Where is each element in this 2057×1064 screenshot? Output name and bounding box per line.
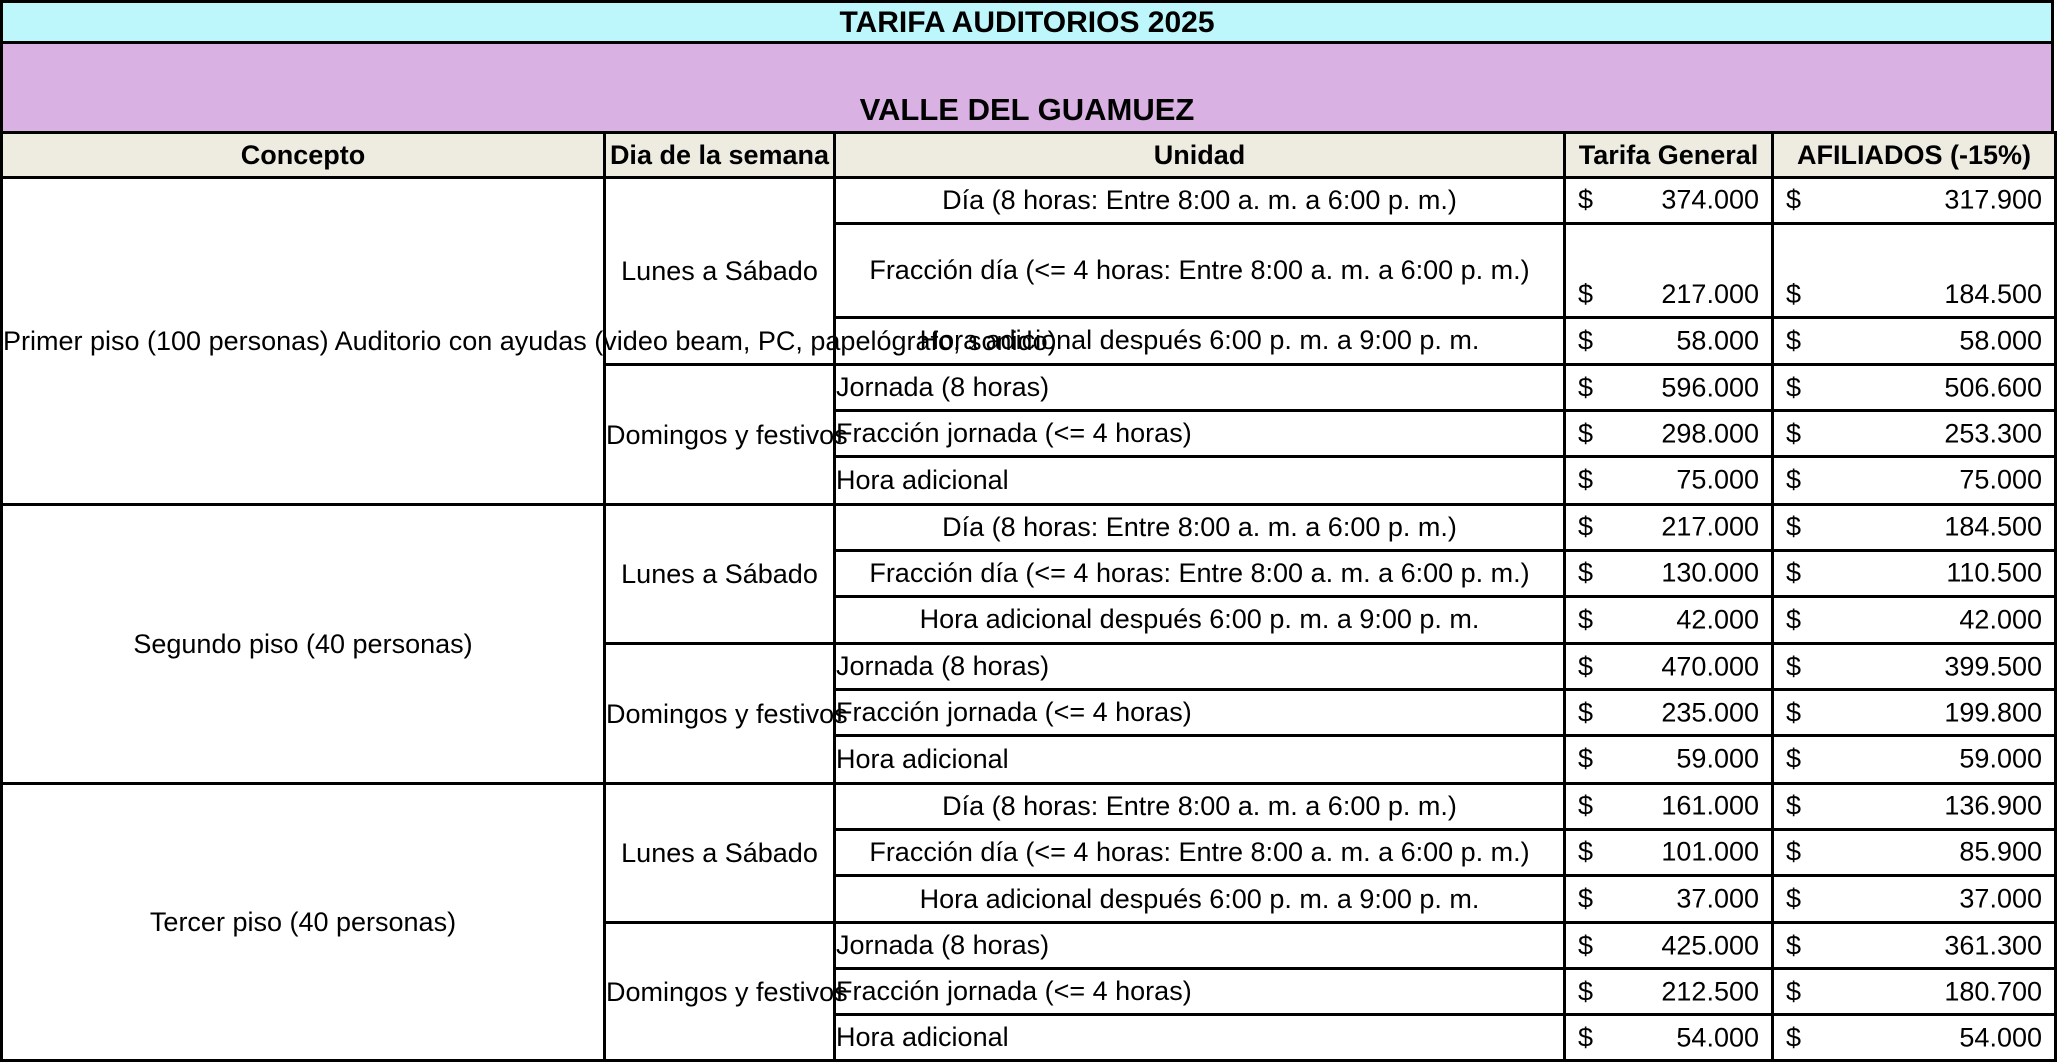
tarifa-general-value: 298.000: [1661, 418, 1759, 449]
currency-symbol: $: [1786, 184, 1802, 215]
concepto-cell: Tercer piso (40 personas): [2, 783, 605, 1060]
tarifa-general-cell: [1565, 783, 1773, 829]
afiliados-value: 199.800: [1944, 697, 2042, 728]
currency-symbol: $: [1578, 836, 1594, 867]
afiliados-value: 253.300: [1944, 418, 2042, 449]
day-weekend-cell: Domingos y festivos: [605, 923, 835, 1061]
tarifa-general-value: 374.000: [1661, 184, 1759, 215]
day-weekday-cell: Lunes a Sábado: [605, 178, 835, 365]
tarifa-general-cell: [1565, 644, 1773, 690]
header-concepto: Concepto: [2, 133, 605, 178]
tarifa-general-value: 75.000: [1676, 464, 1759, 495]
unidad-cell: Fracción día (<= 4 horas: Entre 8:00 a. m. a 6:00 p. m.): [835, 829, 1565, 875]
tarifa-general-cell: [1565, 550, 1773, 596]
currency-symbol: $: [1578, 464, 1594, 495]
tarifa-general-value: 425.000: [1661, 930, 1759, 961]
currency-symbol: $: [1786, 372, 1802, 403]
tarifa-general-cell: [1565, 317, 1773, 365]
tarifa-general-value: 217.000: [1661, 511, 1759, 542]
day-weekend-cell: Domingos y festivos: [605, 644, 835, 784]
afiliados-value: 54.000: [1959, 1022, 2042, 1053]
currency-symbol: $: [1786, 464, 1802, 495]
currency-symbol: $: [1578, 418, 1594, 449]
currency-symbol: $: [1786, 418, 1802, 449]
unidad-cell: Hora adicional: [835, 457, 1565, 505]
afiliados-value: 85.900: [1959, 836, 2042, 867]
currency-symbol: $: [1578, 557, 1594, 588]
sheet-title: TARIFA AUDITORIOS 2025: [0, 0, 2054, 44]
tarifa-general-cell: [1565, 178, 1773, 224]
afiliados-cell: [1773, 223, 2056, 317]
unidad-cell: Hora adicional: [835, 736, 1565, 784]
afiliados-value: 361.300: [1944, 930, 2042, 961]
unidad-cell: Jornada (8 horas): [835, 923, 1565, 969]
currency-symbol: $: [1786, 883, 1802, 914]
rates-table: [0, 131, 2057, 1062]
tarifa-general-cell: [1565, 411, 1773, 457]
afiliados-value: 136.900: [1944, 790, 2042, 821]
afiliados-value: 110.500: [1946, 557, 2042, 588]
afiliados-cell: [1773, 923, 2056, 969]
currency-symbol: $: [1786, 697, 1802, 728]
afiliados-cell: [1773, 365, 2056, 411]
afiliados-value: 184.500: [1944, 278, 2042, 309]
tarifa-general-value: 54.000: [1676, 1022, 1759, 1053]
day-weekday-cell: Lunes a Sábado: [605, 504, 835, 644]
afiliados-value: 75.000: [1959, 464, 2042, 495]
afiliados-cell: [1773, 411, 2056, 457]
location-banner: [0, 44, 2054, 132]
unidad-cell: Hora adicional después 6:00 p. m. a 9:00 p. m.: [835, 317, 1565, 365]
unidad-cell: Jornada (8 horas): [835, 365, 1565, 411]
afiliados-value: 42.000: [1959, 604, 2042, 635]
tarifa-general-cell: [1565, 829, 1773, 875]
unidad-cell: Hora adicional después 6:00 p. m. a 9:00 p. m.: [835, 596, 1565, 644]
unidad-cell: Jornada (8 horas): [835, 644, 1565, 690]
tarifa-general-cell: [1565, 596, 1773, 644]
currency-symbol: $: [1578, 976, 1594, 1007]
header-dia: Dia de la semana: [605, 133, 835, 178]
tarifa-general-value: 212.500: [1661, 976, 1759, 1007]
currency-symbol: $: [1578, 511, 1594, 542]
table-row: [2, 504, 2056, 550]
afiliados-cell: [1773, 178, 2056, 224]
unidad-cell: Día (8 horas: Entre 8:00 a. m. a 6:00 p. m.): [835, 783, 1565, 829]
unidad-cell: Fracción día (<= 4 horas: Entre 8:00 a. m. a 6:00 p. m.): [835, 223, 1565, 317]
currency-symbol: $: [1578, 883, 1594, 914]
currency-symbol: $: [1786, 790, 1802, 821]
tarifa-general-cell: [1565, 365, 1773, 411]
afiliados-value: 59.000: [1959, 743, 2042, 774]
tarifa-general-cell: [1565, 457, 1773, 505]
table-row: [2, 178, 2056, 224]
tarifa-general-cell: [1565, 504, 1773, 550]
currency-symbol: $: [1578, 697, 1594, 728]
day-weekend-cell: Domingos y festivos: [605, 365, 835, 505]
afiliados-cell: [1773, 317, 2056, 365]
currency-symbol: $: [1786, 743, 1802, 774]
concepto-cell: Primer piso (100 personas) Auditorio con ayudas (video beam, PC, papelógrafo, sonido): [2, 178, 605, 505]
currency-symbol: $: [1786, 278, 1802, 309]
afiliados-cell: [1773, 736, 2056, 784]
tarifa-general-cell: [1565, 1015, 1773, 1061]
tarifa-general-value: 596.000: [1661, 372, 1759, 403]
afiliados-cell: [1773, 783, 2056, 829]
tarifa-general-cell: [1565, 736, 1773, 784]
currency-symbol: $: [1786, 511, 1802, 542]
header-tarifa-general: Tarifa General: [1565, 133, 1773, 178]
afiliados-cell: [1773, 829, 2056, 875]
tarifa-general-cell: [1565, 875, 1773, 923]
afiliados-cell: [1773, 1015, 2056, 1061]
tarifa-general-value: 217.000: [1661, 278, 1759, 309]
unidad-cell: Fracción jornada (<= 4 horas): [835, 969, 1565, 1015]
currency-symbol: $: [1578, 790, 1594, 821]
currency-symbol: $: [1578, 278, 1594, 309]
afiliados-cell: [1773, 504, 2056, 550]
afiliados-value: 399.500: [1944, 651, 2042, 682]
afiliados-cell: [1773, 644, 2056, 690]
unidad-cell: Día (8 horas: Entre 8:00 a. m. a 6:00 p. m.): [835, 178, 1565, 224]
tarifa-general-value: 101.000: [1661, 836, 1759, 867]
tarifa-general-value: 37.000: [1676, 883, 1759, 914]
day-weekday-cell: Lunes a Sábado: [605, 783, 835, 923]
currency-symbol: $: [1578, 743, 1594, 774]
tarifa-general-cell: [1565, 690, 1773, 736]
currency-symbol: $: [1578, 372, 1594, 403]
unidad-cell: Fracción jornada (<= 4 horas): [835, 690, 1565, 736]
tarifa-general-value: 130.000: [1661, 557, 1759, 588]
currency-symbol: $: [1786, 836, 1802, 867]
tarifa-general-cell: [1565, 223, 1773, 317]
afiliados-value: 506.600: [1944, 372, 2042, 403]
tarifa-general-value: 161.000: [1661, 790, 1759, 821]
tarifa-general-cell: [1565, 969, 1773, 1015]
tarifa-general-value: 58.000: [1676, 325, 1759, 356]
afiliados-cell: [1773, 690, 2056, 736]
unidad-cell: Fracción día (<= 4 horas: Entre 8:00 a. m. a 6:00 p. m.): [835, 550, 1565, 596]
unidad-cell: Hora adicional: [835, 1015, 1565, 1061]
tarifa-general-value: 42.000: [1676, 604, 1759, 635]
unidad-cell: Fracción jornada (<= 4 horas): [835, 411, 1565, 457]
table-row: [2, 783, 2056, 829]
afiliados-cell: [1773, 550, 2056, 596]
afiliados-cell: [1773, 596, 2056, 644]
currency-symbol: $: [1786, 604, 1802, 635]
currency-symbol: $: [1578, 651, 1594, 682]
tarifa-general-value: 470.000: [1661, 651, 1759, 682]
header-afiliados: AFILIADOS (-15%): [1773, 133, 2056, 178]
currency-symbol: $: [1786, 930, 1802, 961]
currency-symbol: $: [1578, 930, 1594, 961]
currency-symbol: $: [1786, 325, 1802, 356]
location-title: VALLE DEL GUAMUEZ: [859, 92, 1195, 127]
header-row: [2, 133, 2056, 178]
afiliados-cell: [1773, 457, 2056, 505]
tarifa-general-value: 235.000: [1661, 697, 1759, 728]
currency-symbol: $: [1578, 604, 1594, 635]
afiliados-value: 37.000: [1959, 883, 2042, 914]
afiliados-value: 58.000: [1959, 325, 2042, 356]
currency-symbol: $: [1786, 557, 1802, 588]
currency-symbol: $: [1786, 1022, 1802, 1053]
tarifa-general-value: 59.000: [1676, 743, 1759, 774]
afiliados-value: 184.500: [1944, 511, 2042, 542]
afiliados-cell: [1773, 969, 2056, 1015]
currency-symbol: $: [1578, 1022, 1594, 1053]
header-unidad: Unidad: [835, 133, 1565, 178]
currency-symbol: $: [1578, 325, 1594, 356]
currency-symbol: $: [1578, 184, 1594, 215]
currency-symbol: $: [1786, 651, 1802, 682]
afiliados-value: 317.900: [1944, 184, 2042, 215]
currency-symbol: $: [1786, 976, 1802, 1007]
unidad-cell: Día (8 horas: Entre 8:00 a. m. a 6:00 p. m.): [835, 504, 1565, 550]
afiliados-cell: [1773, 875, 2056, 923]
afiliados-value: 180.700: [1944, 976, 2042, 1007]
concepto-cell: Segundo piso (40 personas): [2, 504, 605, 783]
unidad-cell: Hora adicional después 6:00 p. m. a 9:00 p. m.: [835, 875, 1565, 923]
tarifa-general-cell: [1565, 923, 1773, 969]
